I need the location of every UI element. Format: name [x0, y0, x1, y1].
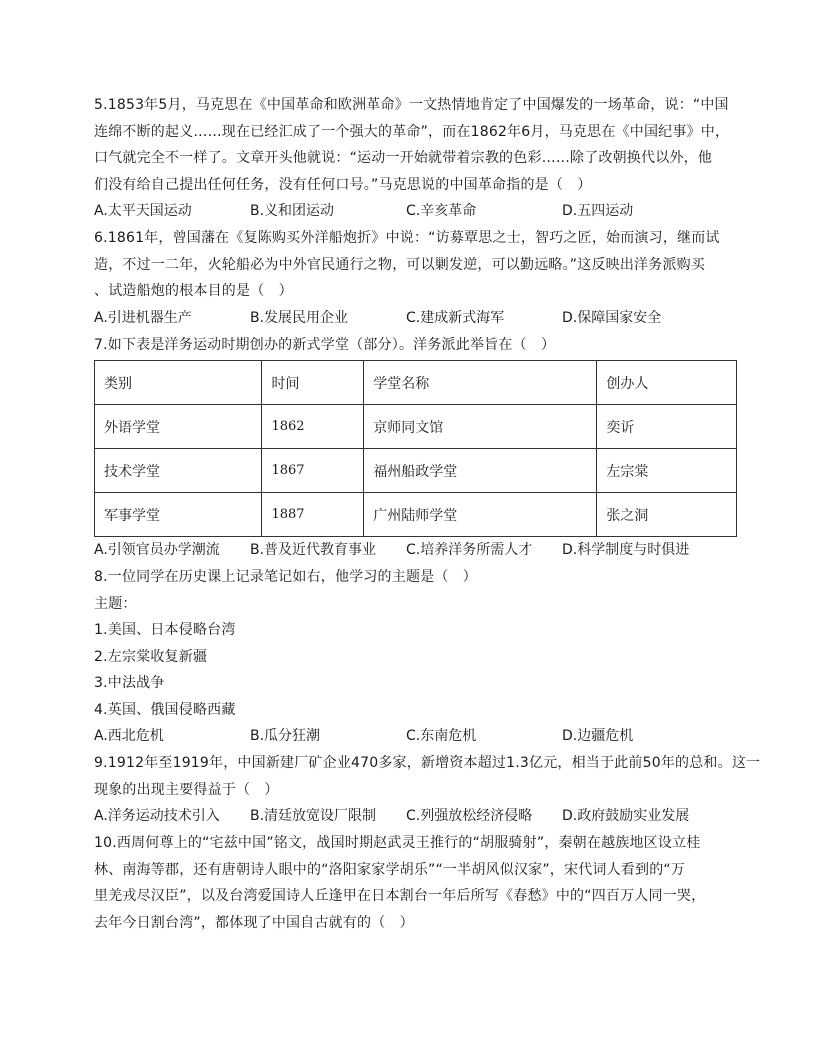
question-5 — [94, 92, 734, 225]
option-d[interactable]: D.边疆危机 — [562, 728, 634, 744]
answer-options — [94, 305, 734, 332]
notes-topic-label: 主题： — [94, 595, 137, 612]
question-text-line: 现象的出现主要得益于（ ） — [94, 781, 279, 798]
answer-options — [94, 723, 734, 750]
table-cell: 左宗棠 — [597, 449, 737, 493]
table-header-cell: 时间 — [262, 361, 364, 405]
question-text-line: 9.1912年至1919年，中国新建厂矿企业470多家，新增资本超过1.3亿元，相当于此前50年的总和。这一 — [94, 755, 761, 771]
question-text-line: 林、南海等郡，还有唐朝诗人眼中的“洛阳家家学胡乐”“一半胡风似汉家”，宋代词人看到的“万 — [94, 861, 686, 878]
notes-item: 4.英国、俄国侵略西藏 — [94, 701, 236, 718]
question-10 — [94, 830, 734, 936]
answer-options — [94, 198, 734, 225]
table-cell: 福州船政学堂 — [364, 449, 597, 493]
option-b[interactable]: B.义和团运动 — [250, 203, 335, 219]
question-text-line: 口气就完全不一样了。文章开头他就说：“运动一开始就带着宗教的色彩……除了改朝换代以外，他 — [94, 150, 713, 166]
option-d[interactable]: D.政府鼓励实业发展 — [562, 808, 690, 824]
question-text-line: 们没有给自己提出任何任务，没有任何口号。”马克思说的中国革命指的是（ ） — [94, 176, 592, 193]
question-8 — [94, 564, 734, 750]
question-6 — [94, 225, 734, 332]
answer-options — [94, 803, 734, 830]
option-c[interactable]: C.辛亥革命 — [406, 203, 477, 219]
table-cell: 1862 — [262, 405, 364, 449]
table-row — [95, 493, 737, 537]
option-a[interactable]: A.太平天国运动 — [94, 203, 192, 219]
table-header-cell: 类别 — [95, 361, 262, 405]
question-text-line: 5.1853年5月，马克思在《中国革命和欧洲革命》一文热情地肯定了中国爆发的一场革命，说：“中国 — [94, 97, 729, 113]
option-c[interactable]: C.培养洋务所需人才 — [406, 542, 533, 558]
question-text-line: 去年今日割台湾”，都体现了中国自古就有的（ ） — [94, 914, 414, 931]
table-cell: 广州陆师学堂 — [364, 493, 597, 537]
table-row — [95, 405, 737, 449]
table-cell: 京师同文馆 — [364, 405, 597, 449]
table-cell: 张之洞 — [597, 493, 737, 537]
option-b[interactable]: B.发展民用企业 — [250, 309, 349, 326]
question-7 — [94, 332, 734, 565]
table-cell: 1867 — [262, 449, 364, 493]
option-c[interactable]: C.东南危机 — [406, 728, 477, 744]
option-b[interactable]: B.清廷放宽设厂限制 — [250, 808, 377, 824]
question-text-line: 、试造船炮的根本目的是（ ） — [94, 283, 293, 299]
option-d[interactable]: D.科学制度与时俱进 — [562, 542, 690, 558]
table-cell: 技术学堂 — [95, 449, 262, 493]
option-a[interactable]: A.引领官员办学潮流 — [94, 542, 220, 558]
notes-item: 3.中法战争 — [94, 675, 165, 691]
table-cell: 1887 — [262, 493, 364, 537]
question-text-line: 10.西周何尊上的“宅兹中国”铭文，战国时期赵武灵王推行的“胡服骑射”，秦朝在越族地区设立桂 — [94, 835, 701, 851]
option-d[interactable]: D.保障国家安全 — [562, 309, 662, 326]
table-header-row — [95, 361, 737, 405]
exam-page — [94, 92, 761, 936]
question-text-line: 里羌戎尽汉臣”，以及台湾爱国诗人丘逢甲在日本割台一年后所写《春愁》中的“四百万人同一哭， — [94, 888, 706, 904]
question-9 — [94, 750, 761, 830]
option-a[interactable]: A.洋务运动技术引入 — [94, 808, 220, 824]
table-cell: 奕䜣 — [597, 405, 737, 449]
option-d[interactable]: D.五四运动 — [562, 203, 634, 219]
question-text-line: 7.如下表是洋务运动时期创办的新式学堂（部分）。洋务派此举旨在（ ） — [94, 336, 556, 353]
question-text-line: 6.1861年，曾国藩在《复陈购买外洋船炮折》中说：“访募覃思之士，智巧之匠，始而演习，继而试 — [94, 230, 720, 246]
option-a[interactable]: A.西北危机 — [94, 728, 164, 744]
notes-item: 1.美国、日本侵略台湾 — [94, 622, 236, 638]
option-a[interactable]: A.引进机器生产 — [94, 309, 192, 326]
question-text-line: 连绵不断的起义……现在已经汇成了一个强大的革命”，而在1862年6月，马克思在《中国纪事》中， — [94, 123, 730, 140]
table-cell: 军事学堂 — [95, 493, 262, 537]
question-text-line: 8.一位同学在历史课上记录笔记如右，他学习的主题是（ ） — [94, 569, 477, 585]
table-cell: 外语学堂 — [95, 405, 262, 449]
question-text-line: 造，不过一二年，火轮船必为中外官民通行之物，可以剿发逆，可以勤远略。”这反映出洋务派购买 — [94, 256, 706, 273]
option-c[interactable]: C.建成新式海军 — [406, 309, 505, 326]
schools-table — [94, 360, 737, 537]
table-header-cell: 学堂名称 — [364, 361, 597, 405]
option-b[interactable]: B.瓜分狂潮 — [250, 728, 321, 744]
table-header-cell: 创办人 — [597, 361, 737, 405]
table-row — [95, 449, 737, 493]
answer-options — [94, 537, 734, 564]
option-c[interactable]: C.列强放松经济侵略 — [406, 808, 533, 824]
option-b[interactable]: B.普及近代教育事业 — [250, 542, 377, 558]
notes-item: 2.左宗棠收复新疆 — [94, 648, 208, 665]
